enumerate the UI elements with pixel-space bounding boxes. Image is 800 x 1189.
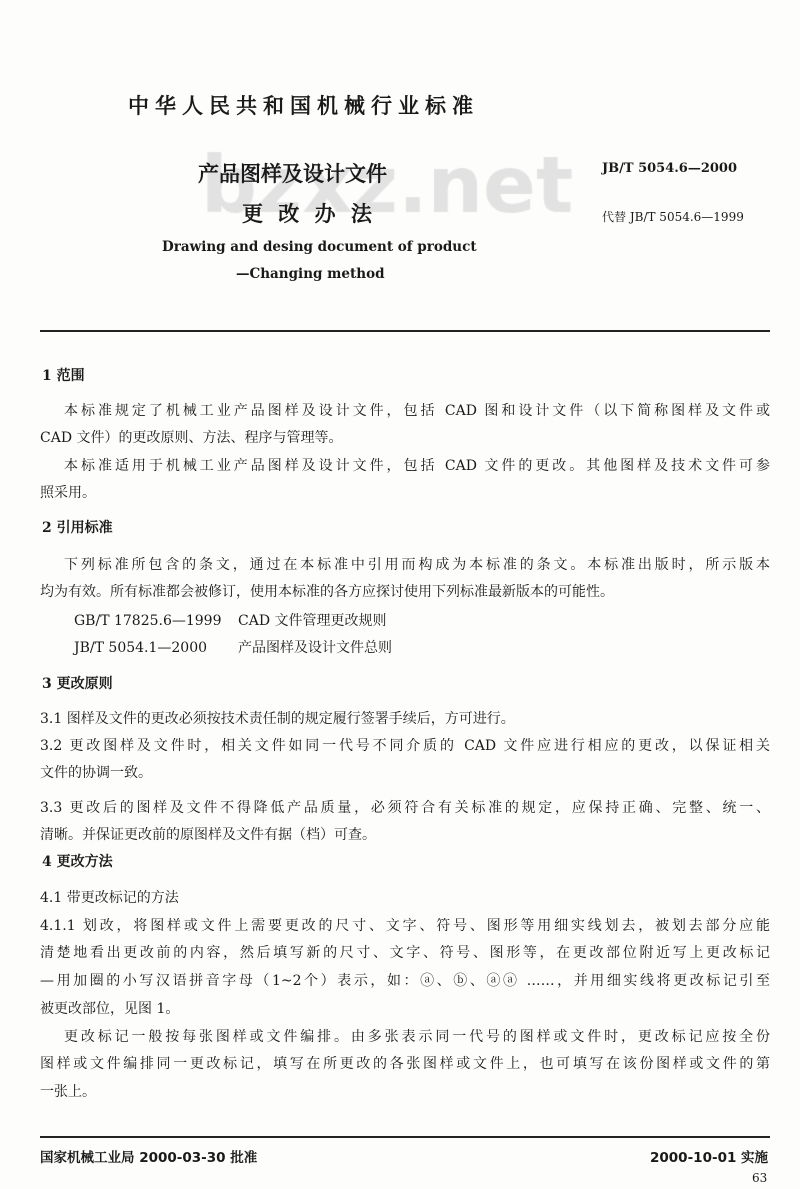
text-line: 3.3 更改后的图样及文件不得降低产品质量，必须符合有关标准的规定，应保持正确、完整、统一、 <box>40 800 770 816</box>
text-line: 被更改部位，见图 1。 <box>40 1001 180 1017</box>
org-title: 中华人民共和国机械行业标准 <box>128 94 479 118</box>
english-subtitle: —Changing method <box>236 266 385 282</box>
text-line: 下列标准所包含的条文，通过在本标准中引用而构成为本标准的条文。本标准出版时，所示版本 <box>64 557 770 573</box>
section-heading: 4 更改方法 <box>42 854 113 870</box>
text-line: 图样或文件编排同一更改标记，填写在所更改的各张图样或文件上，也可填写在该份图样或文件的第 <box>40 1056 770 1072</box>
section-heading: 2 引用标准 <box>42 520 113 536</box>
reference-entry: 产品图样及设计文件总则 <box>238 640 392 656</box>
standard-number: JB/T 5054.6—2000 <box>602 161 738 176</box>
doc-title: 产品图样及设计文件 <box>198 162 387 186</box>
english-title: Drawing and desing document of product <box>162 239 477 255</box>
text-line: CAD 文件）的更改原则、方法、程序与管理等。 <box>40 430 343 446</box>
header-divider <box>40 330 770 332</box>
page-number: 63 <box>752 1171 768 1185</box>
approval-line: 国家机械工业局 2000-03-30 批准 <box>40 1150 258 1166</box>
reference-entry: CAD 文件管理更改规则 <box>238 613 387 629</box>
doc-subtitle: 更 改 办 法 <box>242 202 376 226</box>
text-line: 均为有效。所有标准都会被修订，使用本标准的各方应探讨使用下列标准最新版本的可能性。 <box>40 584 614 600</box>
text-line: 更改标记一般按每张图样或文件编排。由多张表示同一代号的图样或文件时，更改标记应按全份 <box>64 1029 770 1045</box>
replaces-note: 代替 JB/T 5054.6—1999 <box>602 210 744 224</box>
text-line: 3.2 更改图样及文件时，相关文件如同一代号不同介质的 CAD 文件应进行相应的更改，以保证相关 <box>40 738 770 754</box>
section-heading: 1 范围 <box>42 368 85 384</box>
effective-date: 2000-10-01 实施 <box>650 1150 769 1166</box>
footer-divider <box>40 1136 770 1138</box>
text-line: 文件的协调一致。 <box>40 765 152 781</box>
reference-entry: GB/T 17825.6—1999 <box>74 613 222 629</box>
text-line: 一张上。 <box>40 1084 96 1100</box>
text-line: 4.1.1 划改，将图样或文件上需要更改的尺寸、文字、符号、图形等用细实线划去，被划去部分应能 <box>40 918 770 934</box>
text-line: 清楚地看出更改前的内容，然后填写新的尺寸、文字、符号、图形等，在更改部位附近写上更改标记 <box>40 945 770 961</box>
text-line: 本标准适用于机械工业产品图样及设计文件，包括 CAD 文件的更改。其他图样及技术文件可参 <box>64 458 770 474</box>
text-line: 4.1 带更改标记的方法 <box>40 890 179 906</box>
text-line: 照采用。 <box>40 485 96 501</box>
section-heading: 3 更改原则 <box>42 676 113 692</box>
text-line: 本标准规定了机械工业产品图样及设计文件，包括 CAD 图和设计文件（以下简称图样及文件或 <box>64 403 770 419</box>
text-line: —用加圈的小写汉语拼音字母（1~2个）表示，如：ⓐ、ⓑ、ⓐⓐ ……，并用细实线将更改标记引至 <box>40 973 770 989</box>
text-line: 清晰。并保证更改前的原图样及文件有据（档）可查。 <box>40 827 376 843</box>
reference-entry: JB/T 5054.1—2000 <box>74 640 208 656</box>
text-line: 3.1 图样及文件的更改必须按技术责任制的规定履行签署手续后，方可进行。 <box>40 711 515 727</box>
